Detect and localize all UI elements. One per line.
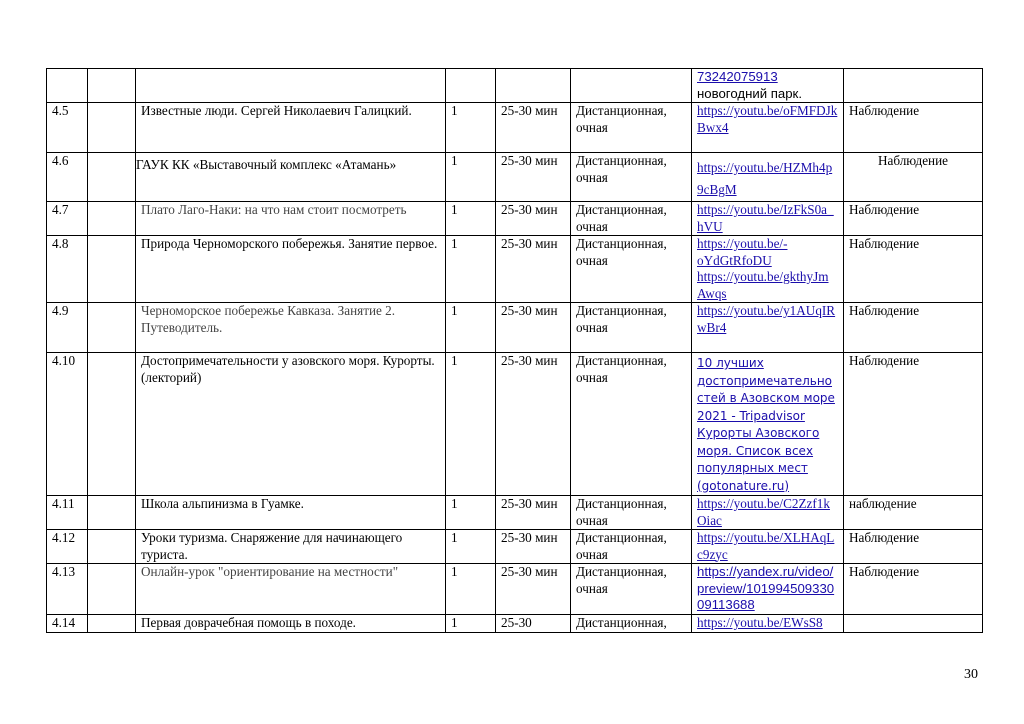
duration-cell: 25-30 мин <box>496 202 571 236</box>
control-cell: Наблюдение <box>844 564 983 615</box>
lesson-title: Природа Черноморского побережья. Занятие первое. <box>136 236 446 303</box>
empty-cell <box>88 615 136 633</box>
form-cell: Дистанционная, очная <box>571 103 692 153</box>
hours-cell: 1 <box>446 496 496 530</box>
row-number: 4.8 <box>47 236 88 303</box>
control-cell: Наблюдение <box>844 153 983 202</box>
hours-cell: 1 <box>446 303 496 353</box>
duration-cell: 25-30 мин <box>496 153 571 202</box>
link-extra-text: новогодний парк. <box>697 85 802 101</box>
gotonature-link[interactable]: Курорты Азовского моря. Список всех популярных мест (gotonature.ru) <box>697 426 820 493</box>
row-number: 4.7 <box>47 202 88 236</box>
tripadvisor-link[interactable]: 10 лучших достопримечательностей в Азовском море 2021 - Tripadvisor <box>697 356 835 423</box>
link-cell <box>692 303 844 353</box>
control-cell: Наблюдение <box>844 530 983 564</box>
form-cell: Дистанционная, очная <box>571 236 692 303</box>
lesson-title <box>136 69 446 103</box>
link-cell <box>692 615 844 633</box>
table-row <box>47 615 983 633</box>
hours-cell: 1 <box>446 153 496 202</box>
form-cell: Дистанционная, очная <box>571 202 692 236</box>
hours-cell: 1 <box>446 615 496 633</box>
page-number: 30 <box>964 667 978 682</box>
lesson-title: Первая доврачебная помощь в походе. <box>136 615 446 633</box>
video-link[interactable]: https://youtu.be/IzFkS0a_hVU <box>697 202 834 234</box>
lesson-title: Черноморское побережье Кавказа. Занятие 2. Путеводитель. <box>136 303 446 353</box>
control-cell: Наблюдение <box>844 236 983 303</box>
control-cell <box>844 69 983 103</box>
duration-cell: 25-30 мин <box>496 530 571 564</box>
empty-cell <box>88 202 136 236</box>
duration-cell: 25-30 мин <box>496 236 571 303</box>
lesson-title: Онлайн-урок "ориентирование на местности" <box>136 564 446 615</box>
lesson-title <box>136 153 446 202</box>
lesson-title: Плато Лаго-Наки: на что нам стоит посмотреть <box>136 202 446 236</box>
table-row <box>47 303 983 353</box>
empty-cell <box>88 530 136 564</box>
control-cell: Наблюдение <box>844 303 983 353</box>
table-row <box>47 564 983 615</box>
table-row <box>47 236 983 303</box>
lesson-title: Школа альпинизма в Гуамке. <box>136 496 446 530</box>
row-number: 4.13 <box>47 564 88 615</box>
video-link-2[interactable]: https://youtu.be/gkthyJmAwqs <box>697 269 829 301</box>
control-cell: Наблюдение <box>844 353 983 496</box>
video-link[interactable]: https://youtu.be/XLHAqLc9zyc <box>697 530 835 562</box>
form-cell: Дистанционная, очная <box>571 530 692 564</box>
video-link[interactable]: https://youtu.be/C2Zzf1kOiac <box>697 496 830 528</box>
empty-cell <box>88 236 136 303</box>
table-row <box>47 153 983 202</box>
video-link[interactable]: https://yandex.ru/video/preview/10199450933009113688 <box>697 564 835 612</box>
video-link[interactable]: https://youtu.be/oFMFDJkBwx4 <box>697 103 838 135</box>
empty-cell <box>88 496 136 530</box>
form-cell: Дистанционная, очная <box>571 303 692 353</box>
row-number: 4.12 <box>47 530 88 564</box>
link-cell <box>692 564 844 615</box>
row-number: 4.9 <box>47 303 88 353</box>
video-link[interactable]: 73242075913 <box>697 69 778 84</box>
table-row <box>47 69 983 103</box>
form-cell: Дистанционная, <box>571 615 692 633</box>
link-cell <box>692 496 844 530</box>
table-row <box>47 496 983 530</box>
table-row <box>47 530 983 564</box>
empty-cell <box>88 69 136 103</box>
video-link[interactable]: https://youtu.be/y1AUqIRwBr4 <box>697 303 836 335</box>
form-cell: Дистанционная, очная <box>571 496 692 530</box>
hours-cell: 1 <box>446 564 496 615</box>
table-row <box>47 353 983 496</box>
form-cell: Дистанционная, очная <box>571 353 692 496</box>
duration-cell: 25-30 мин <box>496 353 571 496</box>
link-cell <box>692 202 844 236</box>
hours-cell: 1 <box>446 353 496 496</box>
control-cell <box>844 615 983 633</box>
link-cell <box>692 153 844 202</box>
hours-cell: 1 <box>446 530 496 564</box>
form-cell: Дистанционная, очная <box>571 153 692 202</box>
row-number: 4.14 <box>47 615 88 633</box>
link-cell <box>692 530 844 564</box>
duration-cell: 25-30 мин <box>496 564 571 615</box>
lesson-title: Уроки туризма. Снаряжение для начинающего туриста. <box>136 530 446 564</box>
form-cell <box>571 69 692 103</box>
empty-cell <box>88 103 136 153</box>
duration-cell: 25-30 <box>496 615 571 633</box>
program-table <box>46 68 983 633</box>
hours-cell <box>446 69 496 103</box>
empty-cell <box>88 153 136 202</box>
link-cell <box>692 353 844 496</box>
empty-cell <box>88 353 136 496</box>
lesson-title: Известные люди. Сергей Николаевич Галицкий. <box>136 103 446 153</box>
table-row <box>47 103 983 153</box>
duration-cell: 25-30 мин <box>496 303 571 353</box>
link-cell <box>692 103 844 153</box>
duration-cell: 25-30 мин <box>496 496 571 530</box>
video-link[interactable]: https://youtu.be/HZMh4p9cBgM <box>697 160 833 197</box>
hours-cell: 1 <box>446 202 496 236</box>
row-number <box>47 69 88 103</box>
control-cell: наблюдение <box>844 496 983 530</box>
control-cell: Наблюдение <box>844 103 983 153</box>
duration-cell <box>496 69 571 103</box>
table-row <box>47 202 983 236</box>
row-number: 4.11 <box>47 496 88 530</box>
hours-cell: 1 <box>446 103 496 153</box>
link-cell <box>692 236 844 303</box>
hours-cell: 1 <box>446 236 496 303</box>
link-cell <box>692 69 844 103</box>
video-link[interactable]: https://youtu.be/-oYdGtRfoDU <box>697 236 788 268</box>
row-number: 4.5 <box>47 103 88 153</box>
control-cell: Наблюдение <box>844 202 983 236</box>
duration-cell: 25-30 мин <box>496 103 571 153</box>
form-cell: Дистанционная, очная <box>571 564 692 615</box>
video-link[interactable]: https://youtu.be/EWsS8 <box>697 615 823 630</box>
row-number: 4.6 <box>47 153 88 202</box>
empty-cell <box>88 564 136 615</box>
lesson-title-text: ГАУК КК «Выставочный комплекс «Атамань» <box>136 157 397 172</box>
lesson-title: Достопримечательности у азовского моря. Курорты. (лекторий) <box>136 353 446 496</box>
empty-cell <box>88 303 136 353</box>
row-number: 4.10 <box>47 353 88 496</box>
